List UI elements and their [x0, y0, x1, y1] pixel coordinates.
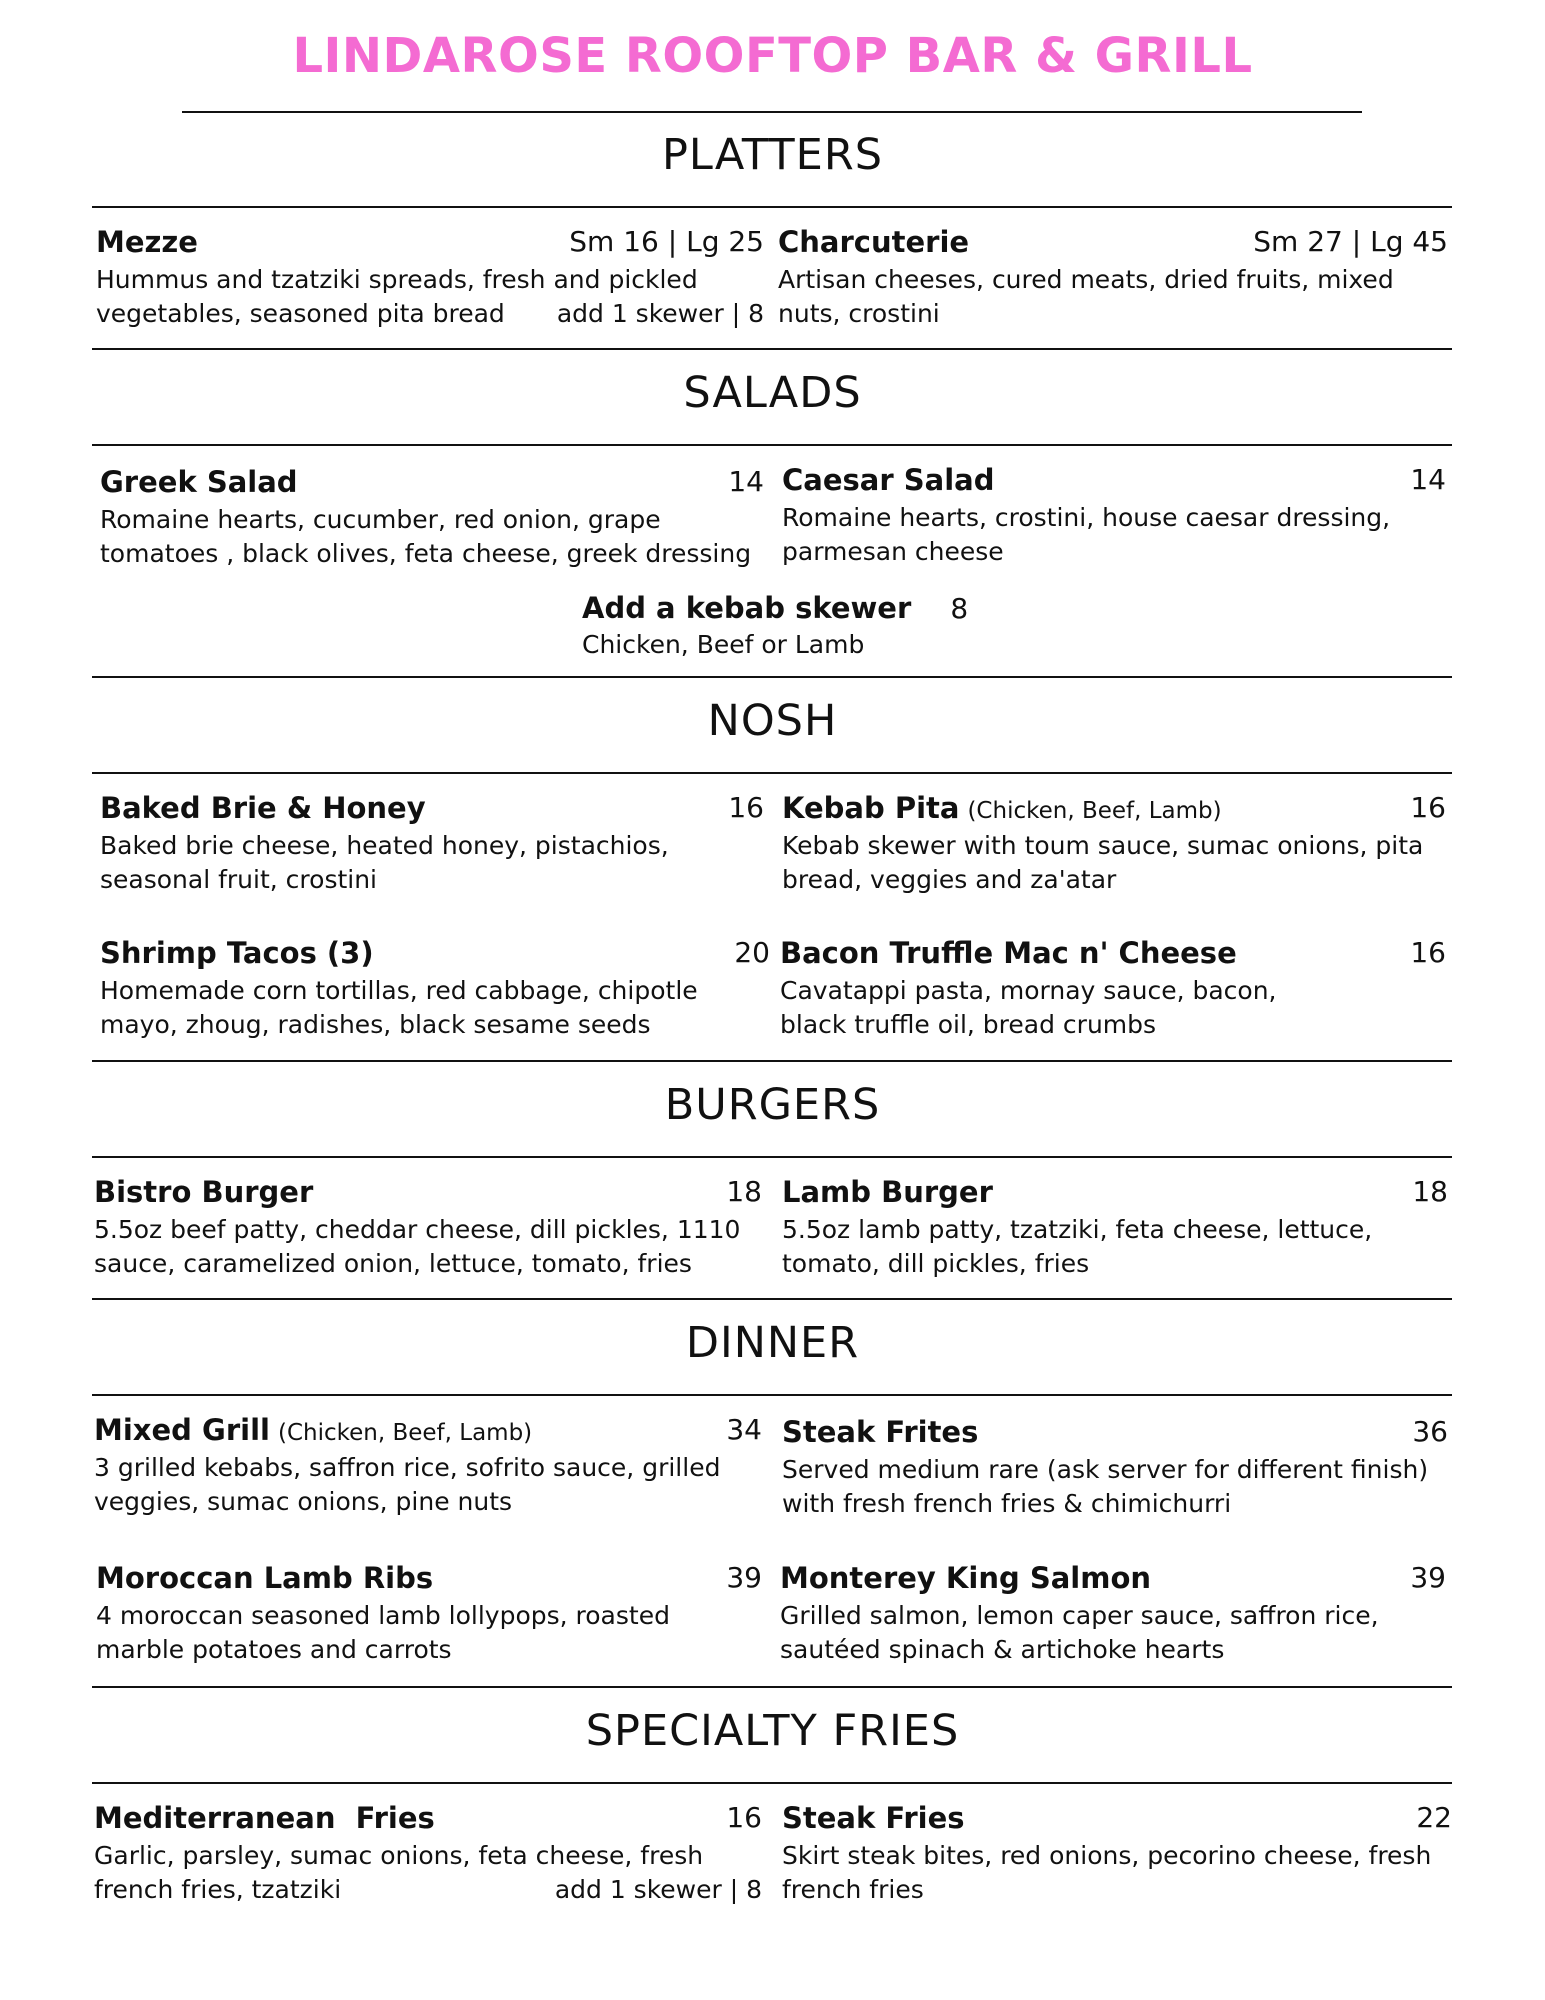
- item-description: Skirt steak bites, red onions, pecorino cheese, fresh french fries: [782, 1841, 1432, 1904]
- item-price: 34: [726, 1413, 762, 1446]
- menu-item-mixed-grill: [94, 1410, 762, 1519]
- section-divider: [92, 206, 1452, 208]
- item-name: Monterey King Salmon: [780, 1561, 1152, 1595]
- section-divider: [92, 772, 1452, 774]
- item-description: Chicken, Beef or Lamb: [582, 630, 865, 659]
- menu-item-baked-brie: [100, 788, 764, 897]
- item-description: Romaine hearts, cucumber, red onion, grape tomatoes , black olives, feta cheese, greek dressing: [100, 505, 752, 568]
- item-description: 3 grilled kebabs, saffron rice, sofrito sauce, grilled veggies, sumac onions, pine nuts: [94, 1453, 721, 1516]
- item-description: Romaine hearts, crostini, house caesar dressing, parmesan cheese: [782, 503, 1391, 566]
- section-divider: [92, 676, 1452, 678]
- menu-item-king-salmon: [780, 1558, 1446, 1667]
- section-divider: [92, 1298, 1452, 1300]
- menu-item-add-kebab: [582, 588, 968, 662]
- section-divider: [92, 1686, 1452, 1688]
- item-price: 14: [728, 465, 764, 498]
- item-name: Mediterranean Fries: [94, 1801, 435, 1835]
- menu-item-bistro-burger: [94, 1172, 762, 1281]
- item-name: Mixed Grill: [94, 1413, 270, 1447]
- section-title-specialty-fries: SPECIALTY FRIES: [585, 1706, 960, 1756]
- item-addon: add 1 skewer | 8: [551, 297, 764, 331]
- section-divider: [92, 348, 1452, 350]
- item-description: 4 moroccan seasoned lamb lollypops, roasted marble potatoes and carrots: [96, 1601, 670, 1664]
- section-title-nosh: NOSH: [707, 696, 838, 746]
- item-name: Steak Frites: [782, 1415, 979, 1449]
- menu-item-mezze: [96, 222, 764, 331]
- section-title-platters: PLATTERS: [661, 130, 884, 180]
- item-addon: add 1 skewer | 8: [549, 1873, 762, 1907]
- menu-item-caesar-salad: [782, 460, 1446, 569]
- section-divider: [92, 1394, 1452, 1396]
- menu-item-lamb-burger: [782, 1172, 1448, 1281]
- item-description: Kebab skewer with toum sauce, sumac onions, pita bread, veggies and za'atar: [782, 831, 1424, 894]
- menu-item-shrimp-tacos: [100, 933, 770, 1042]
- item-price: Sm 27 | Lg 45: [1253, 225, 1448, 258]
- item-price: 39: [1410, 1561, 1446, 1594]
- item-price: 20: [734, 936, 770, 969]
- item-name: Kebab Pita: [782, 791, 960, 825]
- item-description: Baked brie cheese, heated honey, pistachios, seasonal fruit, crostini: [100, 831, 669, 894]
- item-name: Baked Brie & Honey: [100, 791, 426, 825]
- item-description: Garlic, parsley, sumac onions, feta cheese, fresh french fries, tzatziki: [94, 1841, 704, 1904]
- item-name: Add a kebab skewer: [582, 591, 912, 625]
- item-name: Charcuterie: [778, 225, 970, 259]
- section-title-dinner: DINNER: [685, 1318, 860, 1368]
- item-price: 36: [1412, 1415, 1448, 1448]
- menu-item-moroccan-lamb-ribs: [96, 1558, 762, 1667]
- item-price: 18: [726, 1175, 762, 1208]
- item-description: Served medium rare (ask server for different finish) with fresh french fries & chimichurri: [782, 1455, 1429, 1518]
- item-price: 16: [728, 791, 764, 824]
- item-description: Hummus and tzatziki spreads, fresh and pickled vegetables, seasoned pita bread: [96, 265, 698, 328]
- item-price: 14: [1410, 463, 1446, 496]
- item-name: Shrimp Tacos (3): [100, 936, 374, 970]
- item-name: Moroccan Lamb Ribs: [96, 1561, 434, 1595]
- item-description: Homemade corn tortillas, red cabbage, chipotle mayo, zhoug, radishes, black sesame seeds: [100, 976, 698, 1039]
- item-note: (Chicken, Beef, Lamb): [277, 1420, 533, 1446]
- item-price: Sm 16 | Lg 25: [569, 225, 764, 258]
- section-divider: [92, 1782, 1452, 1784]
- item-description: Artisan cheeses, cured meats, dried fruits, mixed nuts, crostini: [778, 265, 1394, 328]
- item-price: 39: [726, 1561, 762, 1594]
- menu-item-kebab-pita: [782, 788, 1446, 897]
- item-name: Bistro Burger: [94, 1175, 314, 1209]
- section-title-burgers: BURGERS: [664, 1080, 881, 1130]
- section-divider: [92, 1156, 1452, 1158]
- item-price: 16: [1410, 936, 1446, 969]
- menu-item-mac-n-cheese: [780, 933, 1446, 1042]
- item-price: 16: [1410, 791, 1446, 824]
- section-title-salads: SALADS: [683, 368, 862, 418]
- item-name: Caesar Salad: [782, 463, 995, 497]
- section-divider: [92, 1060, 1452, 1062]
- item-price: 8: [950, 592, 969, 625]
- item-name: Mezze: [96, 225, 198, 259]
- item-description: 5.5oz beef patty, cheddar cheese, dill pickles, 1110 sauce, caramelized onion, lettuce, tomato, fries: [94, 1215, 741, 1278]
- item-price: 16: [726, 1801, 762, 1834]
- item-price: 18: [1412, 1175, 1448, 1208]
- menu-item-greek-salad: [100, 462, 764, 571]
- menu-item-mediterranean-fries: [94, 1798, 762, 1907]
- item-name: Steak Fries: [782, 1801, 965, 1835]
- item-note: (Chicken, Beef, Lamb): [967, 798, 1222, 824]
- menu-item-steak-frites: [782, 1412, 1448, 1521]
- title-divider: [182, 111, 1362, 113]
- item-name: Greek Salad: [100, 465, 298, 499]
- item-description: 5.5oz lamb patty, tzatziki, feta cheese, lettuce, tomato, dill pickles, fries: [782, 1215, 1373, 1278]
- menu-item-charcuterie: [778, 222, 1448, 331]
- item-description: Grilled salmon, lemon caper sauce, saffron rice, sautéed spinach & artichoke hearts: [780, 1601, 1379, 1664]
- item-name: Lamb Burger: [782, 1175, 993, 1209]
- section-divider: [92, 444, 1452, 446]
- item-name: Bacon Truffle Mac n' Cheese: [780, 936, 1237, 970]
- menu-item-steak-fries: [782, 1798, 1452, 1907]
- item-description: Cavatappi pasta, mornay sauce, bacon, black truffle oil, bread crumbs: [780, 976, 1277, 1039]
- restaurant-title: LINDAROSE ROOFTOP BAR & GRILL: [292, 28, 1253, 84]
- item-price: 22: [1416, 1801, 1452, 1834]
